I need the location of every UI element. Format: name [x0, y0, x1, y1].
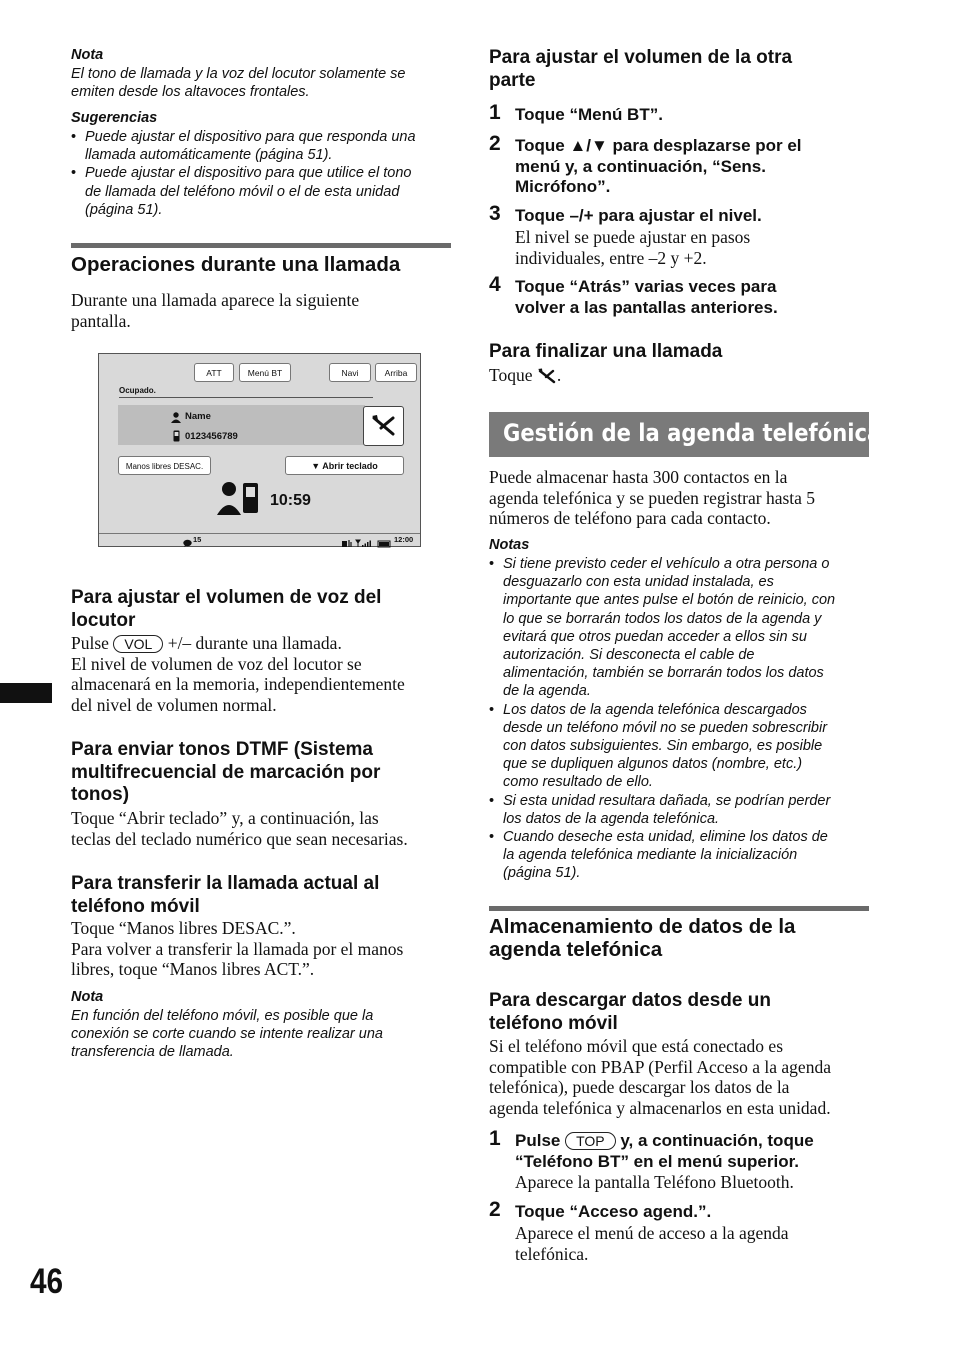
- navi-button[interactable]: Navi: [329, 363, 371, 382]
- tips-list: [71, 128, 451, 219]
- note-item: • Si tiene previsto ceder el vehículo a otra persona o desguazarlo con esta unidad instalada, es importante que antes pulse el botón de reinicio, con lo que se borrarán todos los datos de la agenda y evitará que otros puedan acceder a ellos sin su autorización. Si desconecta el cable de alimentación, también se borrarán todos los datos de la agenda.: [489, 555, 869, 701]
- step-text: Toque “Atrás” varias veces para volver a las pantallas anteriores.: [515, 277, 778, 317]
- status-clock: 12:00: [394, 535, 414, 544]
- notes-list: [489, 555, 869, 883]
- step-text: Toque –/+ para ajustar el nivel.: [515, 206, 762, 225]
- att-button[interactable]: ATT: [194, 363, 234, 382]
- step-text: Pulse TOP y, a continuación, toque “Teléfono BT” en el menú superior.: [515, 1131, 814, 1171]
- call-status: Ocupado.: [119, 386, 156, 395]
- section-tab-marker: [0, 683, 52, 703]
- abrir-teclado-button[interactable]: ▼ Abrir teclado: [285, 456, 404, 475]
- section-body: Toque “Abrir teclado” y, a continuación, las teclas del teclado numérico que sean necesarias.: [71, 808, 408, 849]
- step-number: 2: [489, 1198, 501, 1221]
- status-icons: [341, 535, 391, 544]
- call-duration-icon: [217, 481, 263, 515]
- message-icon: [183, 535, 192, 544]
- step-number: 4: [489, 273, 501, 296]
- note-item: • Cuando deseche esta unidad, elimine los datos de la agenda telefónica mediante la inicialización (página 51).: [489, 828, 869, 883]
- manos-libres-button[interactable]: Manos libres DESAC.: [118, 456, 211, 475]
- menu-bt-button[interactable]: Menú BT: [239, 363, 291, 382]
- step-number: 2: [489, 132, 501, 155]
- notes-heading: Notas: [489, 537, 530, 553]
- section-title-dtmf: Para enviar tonos DTMF (Sistema multifrecuencial de marcación por tonos): [71, 739, 381, 805]
- call-time: 10:59: [270, 492, 311, 509]
- section-body: Toque .: [489, 365, 562, 385]
- tip-item: • Puede ajustar el dispositivo para que responda una llamada automáticamente (página 51).: [71, 128, 451, 164]
- note-text: En función del teléfono móvil, es posible que la conexión se corte cuando se intente realizar una transferencia de llamada.: [71, 1008, 383, 1061]
- vol-key: VOL: [113, 635, 163, 653]
- note-heading: Nota: [71, 989, 104, 1005]
- section-title-volumen-locutor: Para ajustar el volumen de voz del locutor: [71, 587, 382, 631]
- section-title-finalizar: Para finalizar una llamada: [489, 341, 723, 362]
- section-body: Puede almacenar hasta 300 contactos en la agenda telefónica y se pueden registrar hasta 5 números de teléfono para cada contacto.: [489, 467, 816, 529]
- page-number: 46: [30, 1262, 64, 1301]
- arriba-button[interactable]: Arriba: [375, 363, 417, 382]
- step-text: Toque ▲/▼ para desplazarse por el menú y, a continuación, “Sens. Micrófono”.: [515, 136, 802, 197]
- section-rule: [489, 906, 869, 911]
- hang-up-button[interactable]: [363, 406, 404, 446]
- step-number: 1: [489, 101, 501, 124]
- section-title-volumen-otra-parte: Para ajustar el volumen de la otra parte: [489, 47, 793, 91]
- tips-heading: Sugerencias: [71, 110, 158, 126]
- step-number: 1: [489, 1127, 501, 1150]
- caller-number: 0123456789: [185, 431, 238, 442]
- top-key: TOP: [565, 1132, 616, 1150]
- section-rule: [71, 243, 451, 248]
- mobile-phone-icon: [173, 429, 180, 441]
- step-body: El nivel se puede ajustar en pasos individuales, entre –2 y +2.: [515, 227, 751, 268]
- tip-item: • Puede ajustar el dispositivo para que utilice el tono de llamada del teléfono móvil o el de esta unidad (página 51).: [71, 164, 451, 219]
- section-title-descargar: Para descargar datos desde un teléfono móvil: [489, 990, 771, 1034]
- section-body: Si el teléfono móvil que está conectado es compatible con PBAP (Perfil Acceso a la agenda telefónica), puede descargar los datos de la agenda telefónica y almacenarlos en esta unidad.: [489, 1036, 831, 1118]
- section-title-transferir: Para transferir la llamada actual al teléfono móvil: [71, 873, 380, 917]
- note-heading: Nota: [71, 47, 104, 63]
- section-body: Durante una llamada aparece la siguiente pantalla.: [71, 290, 360, 331]
- step-body: Aparece la pantalla Teléfono Bluetooth.: [515, 1172, 794, 1192]
- divider: [119, 397, 373, 398]
- note-item: • Los datos de la agenda telefónica descargados desde un teléfono móvil no se pueden sobrescribir con datos subsiguientes. Sin embargo, es posible que se dupliquen algunos datos (nombre, etc.) como resultado de ello.: [489, 701, 869, 792]
- section-title-operaciones: Operaciones durante una llamada: [71, 253, 401, 276]
- hang-up-icon: [537, 368, 557, 384]
- section-title-almacenamiento: Almacenamiento de datos de la agenda telefónica: [489, 915, 796, 961]
- note-text: El tono de llamada y la voz del locutor solamente se emiten desde los altavoces frontales.: [71, 66, 406, 101]
- note-item: • Si esta unidad resultara dañada, se podrían perder los datos de la agenda telefónica.: [489, 792, 869, 828]
- chapter-banner: Gestión de la agenda telefónica: [489, 412, 869, 457]
- step-number: 3: [489, 202, 501, 225]
- step-text: Toque “Acceso agend.”.: [515, 1202, 712, 1221]
- step-text: Toque “Menú BT”.: [515, 105, 663, 124]
- caller-name: Name: [185, 411, 211, 422]
- section-body: Toque “Manos libres DESAC.”. Para volver a transferir la llamada por el manos libres, toque “Manos libres ACT.”.: [71, 918, 404, 980]
- call-screen-illustration: [98, 353, 421, 547]
- person-icon: [171, 410, 181, 421]
- status-bar-divider: [99, 533, 420, 534]
- caller-panel: [118, 405, 365, 445]
- message-count: 15: [193, 535, 202, 544]
- step-body: Aparece el menú de acceso a la agenda telefónica.: [515, 1223, 789, 1264]
- hang-up-icon: [364, 407, 403, 445]
- section-body: Pulse VOL +/– durante una llamada. El nivel de volumen de voz del locutor se almacenará en la memoria, independientemente del nivel de volumen normal.: [71, 633, 405, 715]
